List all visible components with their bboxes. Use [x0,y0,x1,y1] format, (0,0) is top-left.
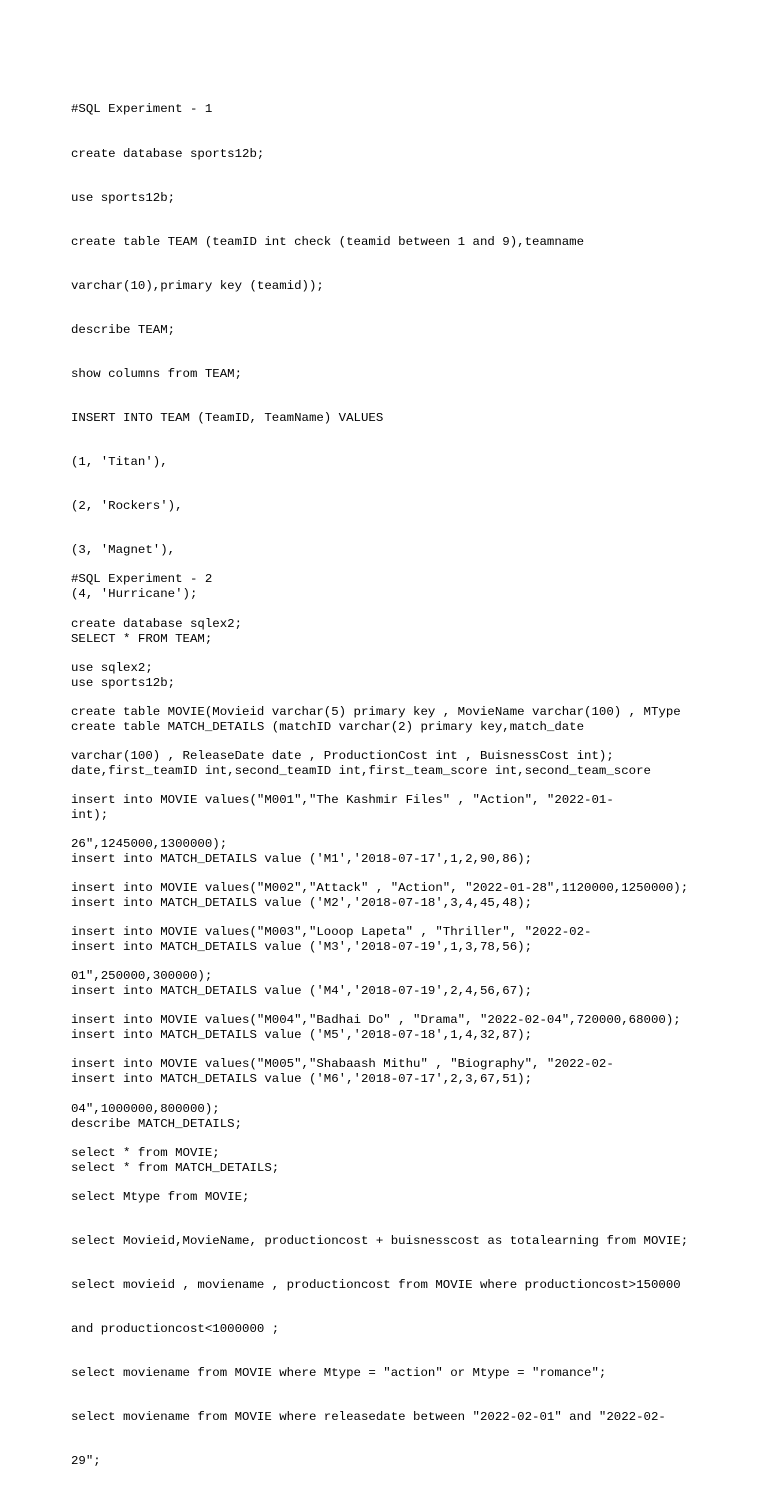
code-line: (4, 'Hurricane'); [71,587,198,602]
code-line: insert into MOVIE values("M005","Shabaash Mithu" , "Biography", "2022-02- [71,1057,614,1072]
code-line: select movieid , moviename , productioncost from MOVIE where productioncost>150000 [71,1277,681,1292]
code-line: select Mtype from MOVIE; [71,1189,250,1204]
code-line: use sports12b; [71,190,176,205]
code-line: select * from MATCH_DETAILS; [71,1160,280,1175]
code-line: varchar(100) , ReleaseDate date , ProductionCost int , BuisnessCost int); [71,748,614,763]
code-line: use sqlex2; [71,660,153,675]
code-line: select moviename from MOVIE where releasedate between "2022-02-01" and "2022-02- [71,1410,666,1425]
code-line: insert into MATCH_DETAILS value ('M3','2018-07-19',1,3,78,56); [71,940,533,955]
code-line: use sports12b; [71,675,176,690]
code-line: int); [71,807,109,822]
code-line: #SQL Experiment - 1 [71,102,213,117]
code-line: describe TEAM; [71,322,176,337]
code-line: 04",1000000,800000); [71,1101,220,1116]
code-line: select Movieid,MovieName, productioncost + buisnesscost as totalearning from MOVIE; [71,1233,689,1248]
code-line: SELECT * FROM TEAM; [71,631,213,646]
code-line: varchar(10),primary key (teamid)); [71,278,324,293]
code-line: 29"; [71,1454,101,1469]
code-line: insert into MATCH_DETAILS value ('M2','2018-07-18',3,4,45,48); [71,896,533,911]
code-line: INSERT INTO TEAM (TeamID, TeamName) VALUES [71,411,384,426]
code-line: show columns from TEAM; [71,366,243,381]
code-line: insert into MOVIE values("M003","Looop Lapeta" , "Thriller", "2022-02- [71,925,592,940]
code-line: create table TEAM (teamID int check (teamid between 1 and 9),teamname [71,234,585,249]
code-line: insert into MOVIE values("M002","Attack" , "Action", "2022-01-28",1120000,1250000); [71,881,689,896]
code-line: create database sports12b; [71,146,265,161]
code-line: insert into MOVIE values("M004","Badhai Do" , "Drama", "2022-02-04",720000,68000); [71,1013,681,1028]
code-line: create table MOVIE(Movieid varchar(5) primary key , MovieName varchar(100) , MType [71,704,681,719]
code-line: 26",1245000,1300000); [71,836,228,851]
code-line: (2, 'Rockers'), [71,499,183,514]
code-line: create table MATCH_DETAILS (matchID varchar(2) primary key,match_date [71,719,585,734]
code-line: 01",250000,300000); [71,969,213,984]
code-line: insert into MATCH_DETAILS value ('M1','2018-07-17',1,2,90,86); [71,852,533,866]
sql-experiment-2-block [71,543,751,1498]
code-line: (1, 'Titan'), [71,455,168,470]
code-line: date,first_teamID int,second_teamID int,first_team_score int,second_team_score [71,763,651,778]
code-line: and productioncost<1000000 ; [71,1322,280,1336]
code-line: create database sqlex2; [71,616,243,631]
code-line: insert into MOVIE values("M001","The Kashmir Files" , "Action", "2022-01- [71,792,614,807]
code-line: #SQL Experiment - 2 [71,572,213,587]
code-line: insert into MATCH_DETAILS value ('M5','2018-07-18',1,4,32,87); [71,1028,533,1043]
code-line: select moviename from MOVIE where Mtype = "action" or Mtype = "romance"; [71,1366,607,1381]
code-line: (3, 'Magnet'), [71,543,176,558]
code-line: insert into MATCH_DETAILS value ('M4','2018-07-19',2,4,56,67); [71,984,533,999]
code-line: describe MATCH_DETAILS; [71,1116,243,1131]
code-line: select * from MOVIE; [71,1145,220,1160]
code-line: insert into MATCH_DETAILS value ('M6','2018-07-17',2,3,67,51); [71,1072,533,1087]
